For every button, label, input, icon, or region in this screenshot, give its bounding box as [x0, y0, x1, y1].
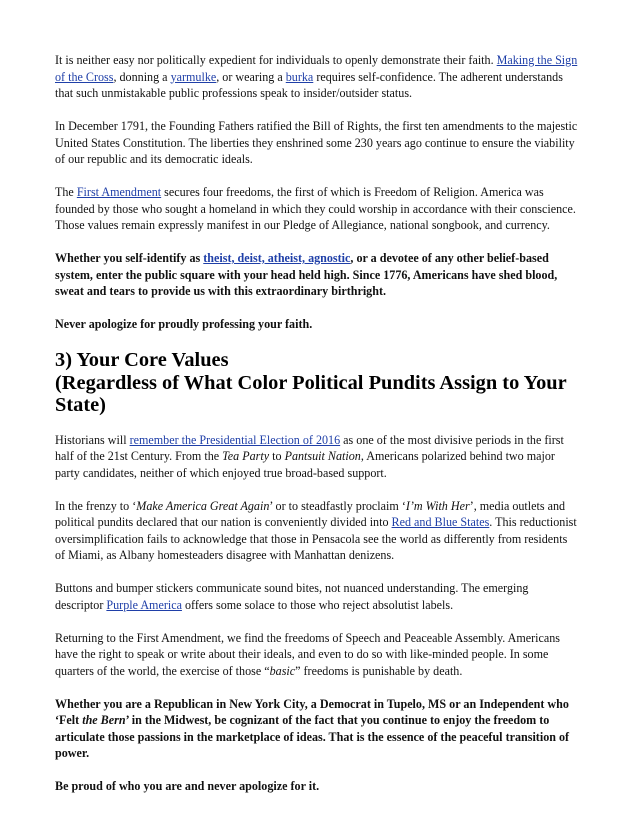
- text-run: It is neither easy nor politically expedient for individuals to openly demonstrate their faith.: [55, 53, 497, 67]
- text-run: ’ in the Midwest, be cognizant of the fact that you continue to enjoy the freedom to articulate those passions in the marketplace of ideas. That is the essence of the peaceful transition of power.: [55, 713, 570, 760]
- purple-america-link[interactable]: Purple America: [106, 597, 182, 612]
- text-run: ’, media outlets and political pundits declared that our nation is conveniently divided into: [55, 498, 566, 529]
- yarmulke-link[interactable]: yarmulke: [170, 69, 217, 84]
- text-run: requires self-confidence. The adherent understands that such unmistakable public professions speak to insider/outsider status.: [55, 69, 563, 100]
- text-run: The: [55, 185, 77, 199]
- text-run: Historians will: [55, 432, 130, 447]
- slogan-text: I’m With Her: [405, 498, 470, 513]
- theist-deist-atheist-agnostic-link[interactable]: theist, deist, atheist, agnostic: [203, 251, 351, 265]
- paragraph-election-2016: [55, 432, 578, 482]
- text-run: as one of the most divisive periods in the first half of the 21st Century. From the: [55, 432, 564, 463]
- paragraph-purple-america: [55, 580, 578, 613]
- text-run: Buttons and bumper stickers communicate sound bites, not nuanced understanding. The emerging descriptor: [55, 581, 529, 612]
- text-run: to: [269, 449, 285, 463]
- tea-party-text: Tea Party: [222, 449, 270, 463]
- slogan-text: Make America Great Again: [136, 498, 270, 513]
- text-run: , or a devotee of any other belief-based system, enter the public square with your head held high. Since 1776, Americans have shed blood, sweat and tears to provide us with this extraordinary birthright.: [55, 251, 558, 298]
- text-run: Whether you are a Republican in New York City, a Democrat in Tupelo, MS or an Independent who ‘Felt: [55, 696, 569, 727]
- basic-text: basic: [269, 663, 296, 678]
- red-and-blue-states-link[interactable]: Red and Blue States: [391, 515, 490, 529]
- text-run: , or wearing a: [216, 69, 286, 84]
- paragraph-bill-of-rights: In December 1791, the Founding Fathers ratified the Bill of Rights, the first ten amendments to the majestic United States Constitution. The liberties they enshrined some 230 years ago continue to ensure the viability of our republic and its democratic ideals.: [55, 119, 578, 166]
- paragraph-never-apologize-faith: Never apologize for proudly professing your faith.: [55, 317, 313, 331]
- burka-link[interactable]: burka: [285, 69, 314, 84]
- pantsuit-nation-text: Pantsuit Nation: [284, 449, 361, 463]
- text-run: . This reductionist oversimplification fails to acknowledge that those in Pensacola see the world as differently from residents of Miami, as Albany homesteaders disagree with Manhattan denizens.: [55, 515, 577, 562]
- text-run: , Americans polarized behind two major party candidates, neither of which enjoyed true broad-based support.: [55, 449, 555, 480]
- text-run: In the frenzy to ‘: [55, 498, 137, 513]
- section-heading-line2: (Regardless of What Color Political Pundits Assign to Your State): [55, 371, 567, 416]
- presidential-election-2016-link[interactable]: remember the Presidential Election of 2016: [129, 432, 341, 447]
- first-amendment-link[interactable]: First Amendment: [76, 185, 162, 199]
- paragraph-self-identify: [55, 250, 578, 300]
- paragraph-be-proud: Be proud of who you are and never apologize for it.: [55, 779, 320, 793]
- paragraph-red-blue-states: [55, 498, 578, 564]
- text-run: , donning a: [113, 69, 171, 84]
- section-heading-line1: 3) Your Core Values: [55, 349, 229, 371]
- paragraph-faith-demonstration: [55, 52, 578, 102]
- text-run: ’ or to steadfastly proclaim ‘: [269, 498, 406, 513]
- paragraph-speech-assembly: [55, 630, 578, 680]
- text-run: Whether you self-identify as: [55, 251, 204, 265]
- section-heading: [55, 349, 578, 417]
- text-run: Returning to the First Amendment, we find the freedoms of Speech and Peaceable Assembly. Americans have the right to speak or write about their ideals, and even to do so with like-minded people. In some quarters of the world, the exercise of those “: [55, 630, 561, 678]
- the-bern-text: the Bern: [82, 713, 126, 727]
- paragraph-peaceful-transition: [55, 696, 578, 762]
- making-sign-of-cross-link[interactable]: Making the Sign of the Cross: [55, 53, 578, 84]
- text-run: ” freedoms is punishable by death.: [295, 663, 463, 678]
- text-run: secures four freedoms, the first of which is Freedom of Religion. America was founded by those who sought a homeland in which they could worship in accordance with their conscience. Those values remain expressly manifest in our Pledge of Allegiance, national songbook, and currency.: [55, 185, 576, 232]
- paragraph-first-amendment: [55, 184, 578, 234]
- text-run: offers some solace to those who reject absolutist labels.: [181, 597, 454, 612]
